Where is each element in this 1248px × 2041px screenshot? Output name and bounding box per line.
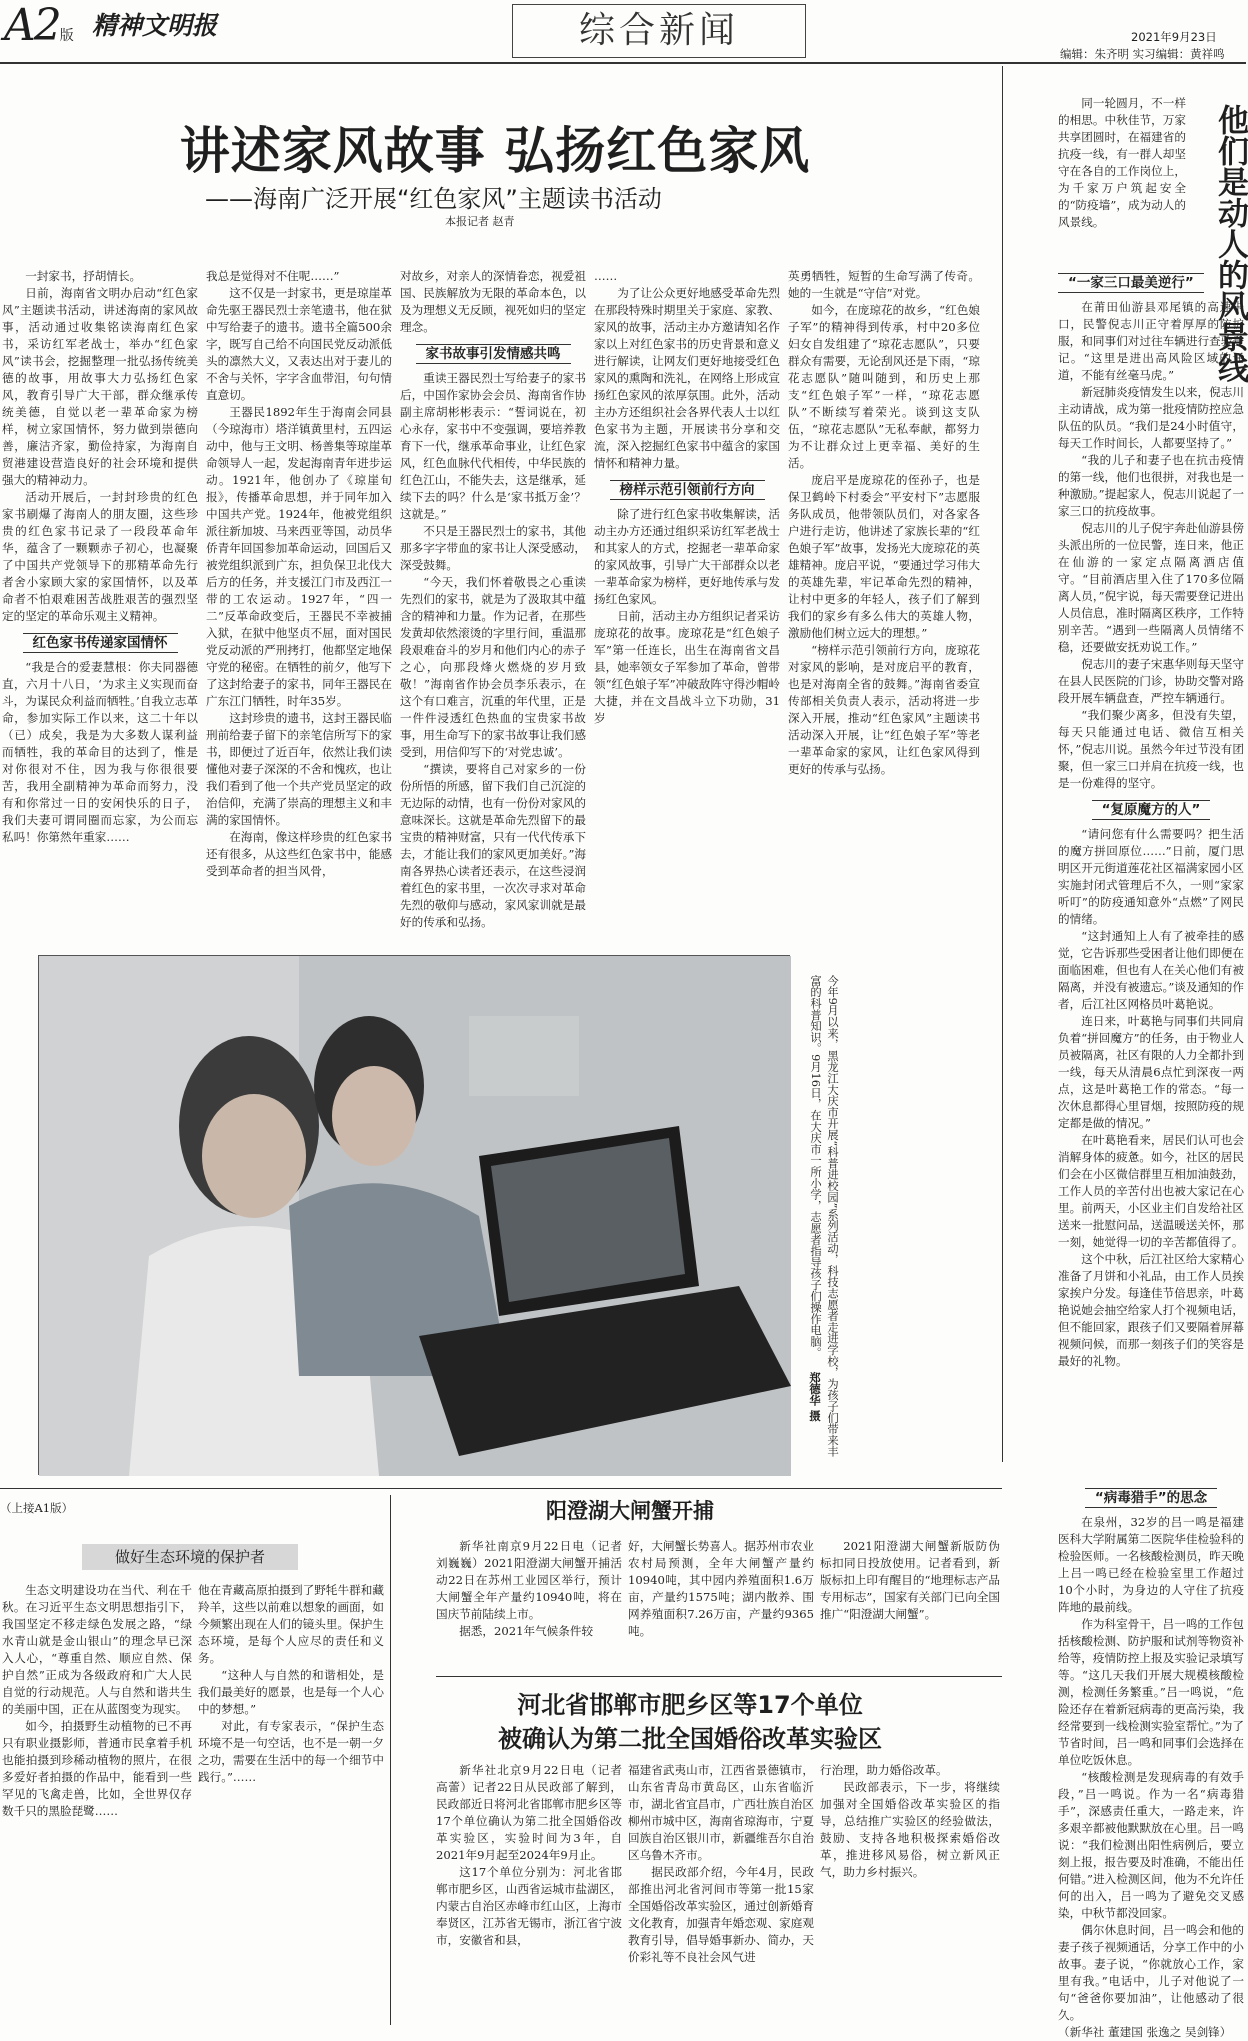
article-column-3: 对故乡，对亲人的深情眷恋，视爱祖国、民族解放为无限的革命本色，以及为理想义无反顾，视死如归的坚定理念。 家书故事引发情感共鸣 重读王器民烈士写给妻子的家书后，中国作家协会会员、海南省作协副主席胡彬彬表示：“誓词说在，初心永存，家书中不变强调，要培养教育下一代，继承革命事业，让红色家风，红色血脉代代相传，中华民族的红色江山，不能失去，这是继承，延续下去的吗？什么是‘家书抵万金’？这就是。” 不只是王器民烈士的家书，其他那多字字带血的家书让人深受感动，深受鼓舞。 “今天，我们怀着敬畏之心重读先烈们的家书，就是为了汲取其中蕴含的精神和力量。作为记者，在那些发黄却依然滚烫的字里行间，重温那段艰难奋斗的岁月和他们内心的赤子之心，向那段烽火燃烧的岁月致敬！”海南省作协会员李乐表示，在这个有口难言，沉重的年代里，正是一件件浸透红色热血的宝贵家书故事，用生命写下的家书故事让我们感受到，用信仰写下的‘对党忠诚’。 “撰读，要将自己对家乡的一份份所悟的所感，留下我们自己沉淀的无边际的动情，也有一份份对家风的意味深长。这就是革命先烈留下的最宝贵的精神财富，只有一代代传承下去，才能让我们的家风更加美好。”海南各界热心读者还表示，在这些浸润着红色的家书里，一次次寻求对革命先烈的敬仰与感动，家风家训就是最好的传承和弘扬。 xyxy=(400,269,586,929)
photo-illustration xyxy=(39,956,791,1476)
subheading-red-letters: 红色家书传递家国情怀 xyxy=(2,634,198,652)
crab-rule xyxy=(436,1676,1002,1677)
byline: 本报记者 赵青 xyxy=(445,215,515,228)
article-column-1: 一封家书，抒胡情长。 日前，海南省文明办启动“红色家风”主题读书活动，讲述海南的家风故事，活动通过收集铭读海南红色家书，采访红军老战士，举办“红色家风”读书会，挖掘整理一批弘扬传统美德的故事，用故事大力弘扬红色家风，教育引导广大干部，群众继承传统美德，自觉以老一辈革命家为榜样，树立家国情怀，努力做到崇德向善，廉洁齐家，勤俭持家，为海南自贸港建设营造良好的社会环境和提供强大的精神动力。 活动开展后，一封封珍贵的红色家书刷爆了海南人的朋友圈，这些珍贵的红色家书记录了一段段革命年华，蕴含了一颗颗赤子初心，也凝聚了中国共产党领导下的那精革命先行者舍小家顾大家的家国情怀，以及革命者不怕艰难困苦战胜艰苦的强烈坚定的坚定的革命乐观主义精神。 红色家书传递家国情怀 “我是合的爱妻慧根：你夫同器德直，六月十八日，‘为求主义实现而奋斗，为谋民众利益而牺牲。’自我立志革命，参加实际工作以来，这二十年以（已）成矣，我是为大多数人谋利益而牺牲，我的革命目的达到了，惟是对你很对不住，因为我与你很很要苦，我用全副精神为革命而努力，没有和你常过一日的安闲快乐的日子，我们夫妻可谓同圈而忘家，为公而忘私吗！你第然年重家…… xyxy=(2,269,198,844)
side-headline: 他们是动人的风景线 xyxy=(1212,104,1248,383)
editors-credit: 编辑：朱齐明 实习编辑：黄祥鸣 xyxy=(1060,47,1225,61)
article-column-2: 我总是觉得对不住呢……” 这不仅是一封家书，更是琼崖革命先驱王器民烈士亲笔遗书，他在狱中写给妻子的遗书。遗书全篇500余字，既写自己给不向国民党反动派低头的凛然大义，又表达出对于妻儿的不舍与关怀，字字含血带泪，句句情直意切。 王器民1892年生于海南会同县（今琼海市）塔洋镇黄里村，五四运动中，他与王文明、杨善集等琼崖革命领导人一起，发起海南青年进步运动。1921年，他创办了《琼崖旬报》，传播革命思想，并于同年加入中国共产党。1924年，他被党组织派往新加坡、马来西亚等国，动员华侨青年回国参加革命运动，回国后又被党组织派到广东，担负保卫北伐大后方的任务，并支援江门市及西江一带的工农运动。1927年，“四一二”反革命政变后，王器民不幸被捕入狱，在狱中他坚贞不屈，面对国民党反动派的严刑拷打，他都坚定地保守党的秘密。在牺牲的前夕，他写下了这封给妻子的家书，同年王器民在广东江门牺牲，时年35岁。 这封珍贵的遗书，这封王器民临刑前给妻子留下的亲笔信所写下的家书，即便过了近百年，依然让我们读懂他对妻子深深的不舍和愧疚，也让我们看到了他一个共产党员坚定的政治信仰，充满了崇高的理想主义和丰满的家国情怀。 在海南，像这样珍贵的红色家书还有很多，从这些红色家书中，能感受到革命者的担当风骨， xyxy=(206,269,392,878)
main-subheadline: ——海南广泛开展“红色家风”主题读书活动 xyxy=(205,185,662,213)
side-divider xyxy=(1002,66,1003,1462)
subheading-role-model: 榜样示范引领前行方向 xyxy=(594,481,780,499)
crab-headline: 阳澄湖大闸蟹开捕 xyxy=(546,1499,714,1523)
issue-date: 2021年9月23日 xyxy=(1131,30,1217,44)
section-title: 综合新闻 xyxy=(512,4,806,58)
eco-headline: 做好生态环境的保护者 xyxy=(82,1544,298,1570)
crab-column-1: 新华社南京9月22日电（记者 刘巍巍）2021阳澄湖大闸蟹开捕活动22日在苏州工业园区举行，预计大闸蟹全年产量约10940吨，将在国庆节前陆续上市。 据悉，2021年气候条件较 xyxy=(436,1539,622,1638)
marriage-column-1: 新华社北京9月22日电（记者 高蕾）记者22日从民政部了解到，民政部近日将河北省邯郸市肥乡区等17个单位确认为第二批全国婚俗改革实验区，实验时间为3年，自2021年9月起至2024年9月止。 这17个单位分别为：河北省邯郸市肥乡区，山西省运城市盐湖区，内蒙古自治区赤峰市红山区，上海市奉贤区，江苏省无锡市，浙江省宁波市，安徽省和县， xyxy=(436,1763,622,1947)
page-number: A2版 xyxy=(4,0,72,51)
eco-column-2: 他在青藏高原拍摄到了野牦牛群和藏羚羊，这些以前难以想象的画面，如今频繁出现在人们的镜头里。保护生态环境，是每个人应尽的责任和义务。 “这种人与自然的和谐相处，是我们最美好的愿景，也是每一个人心中的梦想。” 对此，有专家表示，“保护生态环境不是一句空话，也不是一朝一夕之功，需要在生活中的每一个细节中践行。”…… xyxy=(198,1583,384,1784)
continued-note: （上接A1版） xyxy=(0,1501,74,1515)
side-column: “一家三口最美逆行” 在莆田仙游县邓尾镇的高速卡口，民警倪志川正守着厚厚的防护服，和同事们对过往车辆进行查验登记。“这里是进出高风险区域的通道，不能有丝毫马虎。” 新冠肺炎疫情发生以来，倪志川主动请战，成为第一批疫情防控应急队伍的队员。“我们是24小时值守，每天工作时间长，人都要坚持了。” “我的儿子和妻子也在抗击疫情的第一线，他们也很拼，对我也是一种激励。”提起家人，倪志川说起了一家三口的抗疫故事。 倪志川的儿子倪宇奔赴仙游县傍头派出所的一位民警，连日来，他正在仙游的一家定点隔离酒店值守。“目前酒店里入住了170多位隔离人员，”倪宇说，每天需要登记进出人员信息，准时隔离区秩序，工作特别辛苦。“遇到一些隔离人员情绪不稳，还要做安抚劝说工作。” 倪志川的妻子宋惠华则每天坚守在县人民医院的门诊，协助交警对路段开展车辆盘查，严控车辆通行。 “我们聚少离多，但没有失望，每天只能通过电话、微信互相关怀，”倪志川说。虽然今年过节没有团聚，但一家三口并肩在抗疫一线，也是一份难得的坚守。 “复原魔方的人” “请问您有什么需要吗？把生活的魔方拼回原位……”日前，厦门思明区开元街道莲花社区福满家园小区实施封闭式管理后不久，一则“家家听叮”的防疫通知意外“点燃”了网民的情绪。 “这封通知上人有了被牵挂的感觉，它告诉那些受困者让他们即便在面临困难，但也有人在关心他们有被隔离，并没有被遗忘。”谈及通知的作者，后江社区网格员叶葛艳说。 连日来，叶葛艳与同事们共同肩负着“拼回魔方”的任务，由于物业人员被隔离，社区有限的人力全都扑到一线，每天从清晨6点忙到深夜一两点，这是叶葛艳工作的常态。“每一次休息都得心里冒烟，按照防疫的规定都是做的情况。” 在叶葛艳看来，居民们认可也会消解身体的疲惫。如今，社区的居民们会在小区微信群里互相加油鼓劲，工作人员的辛苦付出也被大家记在心里。前两天，小区业主们自发给社区送来一批慰问品，送温暖送关怀，那一刻，她觉得一切的辛苦都值得了。 这个中秋，后江社区给大家精心准备了月饼和小礼品，由工作人员挨家挨户分发。每逢佳节倍思亲，叶葛艳说她会抽空给家人打个视频电话，但不能回家，跟孩子们又要隔着屏幕视频问候，而那一刻孩子们的笑容是最好的礼物。 xyxy=(1058,275,1244,1368)
photo-credit: 郑德华 摄 xyxy=(808,1372,822,1422)
article-column-4: …… 为了让公众更好地感受革命先烈在那段特殊时期里关于家庭、家教、家风的故事，活动主办方邀请知名作家以上对红色家书的历史背景和意义进行解读，让网友们更好地接受红色家风的熏陶和洗礼，在网络上形成宣扬红色家风的浓厚氛围。此外，活动主办方还组织社会各界代表人士以红色家书为主题，开展读书分享和交流，深入挖掘红色家书中蕴含的家国情怀和精神力量。 榜样示范引领前行方向 除了进行红色家书收集解读，活动主办方还通过组织采访红军老战士和其家人的方式，挖掘老一辈革命家的家风故事，引导广大干部群众以老一辈革命家为榜样，更好地传承与发扬红色家风。 日前，活动主办方组织记者采访庞琼花的故事。庞琼花是“红色娘子军”第一任连长，出生在海南省文昌县，她率领女子军参加了革命，曾带领“红色娘子军”冲破敌阵守得沙帽岭大捷，并在文昌战斗立下功勋，31岁 xyxy=(594,269,780,725)
subheading-family-three: “一家三口最美逆行” xyxy=(1058,274,1244,292)
article-column-5: 英勇牺牲，短暂的生命写满了传奇。她的一生就是“守信”对党。 如今，在庞琼花的故乡，“红色娘子军”的精神得到传承，村中20多位妇女自发组建了“琼花志愿队”，只要群众有需要，无论刮风还是下雨，“琼花志愿队”随叫随到，和历史上那支“红色娘子军”一样，“琼花志愿队”不断续写着荣光。谈到这支队伍，“琼花志愿队”无私奉献，都努力为不让群众过上更幸福、美好的生活。 庞启平是庞琼花的侄孙子，也是保卫鹤岭下村委会”平安村下”志愿服务队成员，他带领队员们，对各家各户进行走访，他讲述了家族长辈的“红色娘子军”故事，发扬光大庞琼花的英雄精神。庞启平说，“要通过学习伟大的英雄先辈，牢记革命先烈的精神，让村中更多的年轻人，孩子们了解到我们的家乡有多么伟大的英雄人物，激励他们树立远大的理想。” “榜样示范引领前行方向，庞琼花对家风的影响，是对庞启平的教育，也是对海南全省的鼓舞。”海南省委宣传部相关负责人表示，活动将进一步深入开展，推动“红色家风”主题读书活动深入开展，让“红色娘子军”等老一辈革命家的家风，让红色家风得到更好的传承与弘扬。 xyxy=(788,269,980,776)
eco-column-1: 生态文明建设功在当代、利在千秋。在习近平生态文明思想指引下，我国坚定不移走绿色发展之路，“绿水青山就是金山银山”的理念早已深入人心，“尊重自然、顺应自然、保护自然”正成为各级政府和广大人民自觉的行动规范。人与自然和谐共生的美丽中国，正在从蓝图变为现实。 如今，拍摄野生动植物的已不再只有职业摄影师，普通市民拿着手机也能拍摄到珍稀动植物的照片，在很多爱好者拍摄的作品中，能看到一些罕见的飞禽走兽，比如，全世界仅存数千只的黑脸琵鹭…… xyxy=(2,1583,192,1818)
marriage-headline-line2: 被确认为第二批全国婚俗改革实验区 xyxy=(498,1725,882,1753)
marriage-column-3: 行治理，助力婚俗改革。 民政部表示，下一步，将继续加强对全国婚俗改革实验区的指导，总结推广实验区的经验做法，鼓励、支持各地积极探索婚俗改革，推进移风易俗，树立新风正气，助力乡村振兴。 xyxy=(820,1763,1000,1879)
marriage-headline xyxy=(420,1688,960,1756)
news-photo xyxy=(38,955,790,1475)
main-headline: 讲述家风故事 弘扬红色家风 xyxy=(179,122,811,180)
marriage-column-2: 福建省武夷山市，江西省景德镇市，山东省青岛市黄岛区，山东省临沂市，湖北省宜昌市，广西壮族自治区柳州市城中区，海南省琼海市，宁夏回族自治区银川市，新疆维吾尔自治区乌鲁木齐市。 据民政部介绍，今年4月，民政部推出河北省河间市等第一批15家全国婚俗改革实验区，通过创新婚育文化教育，加强青年婚恋观、家庭观教育引导，倡导婚事新办、简办，天价彩礼等不良社会风气进 xyxy=(628,1763,814,1964)
subheading-resonance: 家书故事引发情感共鸣 xyxy=(400,345,586,363)
photo-caption: 今年9月以来，黑龙江大庆市开展“科普进校园”系列活动，科技志愿者走进学校，为孩子们带来丰富的科普知识。9月16日，在大庆市一所小学，志愿者指导孩子们操作电脑。郑德华 摄 xyxy=(808,975,839,1458)
marriage-headline-line1: 河北省邯郸市肥乡区等17个单位 xyxy=(517,1691,863,1719)
crab-column-3: 2021阳澄湖大闸蟹新版防伪标扣同日投放使用。记者看到，新版标扣上印有醒目的“地理标志产品专用标志”，国家有关部门已向全国推广“阳澄湖大闸蟹”。 xyxy=(820,1539,1000,1621)
side-intro: 同一轮圆月，不一样的相思。中秋佳节，万家共享团圆时，在福建省的抗疫一线，有一群人却坚守在各自的工作岗位上，为千家万户筑起安全的“防疫墙”，成为动人的风景线。 xyxy=(1058,96,1186,229)
bottom-divider xyxy=(390,1495,391,2025)
masthead-rule xyxy=(0,62,1246,64)
side-column-continued: “病毒猎手”的思念 在泉州，32岁的吕一鸣是福建医科大学附属第二医院华佳检验科的检验医师。一名核酸检测员，昨天晚上吕一鸣已经在检验室里工作超过10个小时，为身边的人守住了抗疫阵地的最前线。 作为科室骨干，吕一鸣的工作包括核酸检测、防护服和试剂等物资补给等，疫情防控上报及实验记录填写等。“这几天我们开展大规模核酸检测，检测任务繁重。”吕一鸣说，“危险还存在着新冠病毒的更高污染，我经常要到一线检测实验室帮忙。”为了节省时间，吕一鸣和同事们会选择在单位吃饭休息。 “核酸检测是发现病毒的有效手段，”吕一鸣说。作为一名“病毒猎手”，深感责任重大，一路走来，许多艰辛都被他默默放在心里。吕一鸣说：“我们检测出阳性病例后，要立刻上报，报告要及时准确，不能出任何错。”进入检测区间，他为不允许任何的出入，吕一鸣为了避免交叉感染，中秋节都没回家。 偶尔休息时间，吕一鸣会和他的妻子孩子视频通话，分享工作中的小故事。妻子说，“你就放心工作，家里有我。”电话中，儿子对他说了一句“爸爸你要加油”，让他感动了很久。 （新华社 董建国 张逸之 吴剑锋） xyxy=(1058,1490,1244,2039)
bottom-rule xyxy=(0,1488,1002,1489)
newspaper-name: 精神文明报 xyxy=(92,11,218,40)
subheading-rubiks: “复原魔方的人” xyxy=(1058,801,1244,819)
subheading-virus-hunter: “病毒猎手”的思念 xyxy=(1058,1489,1244,1507)
crab-column-2: 好，大闸蟹长势喜人。据苏州市农业农村局预测，全年大闸蟹产量约10940吨，其中园内养殖面积1.6万亩，产量约1575吨；湖内散养、围网养殖面积7.26万亩，产量约9365吨。 xyxy=(628,1539,814,1638)
